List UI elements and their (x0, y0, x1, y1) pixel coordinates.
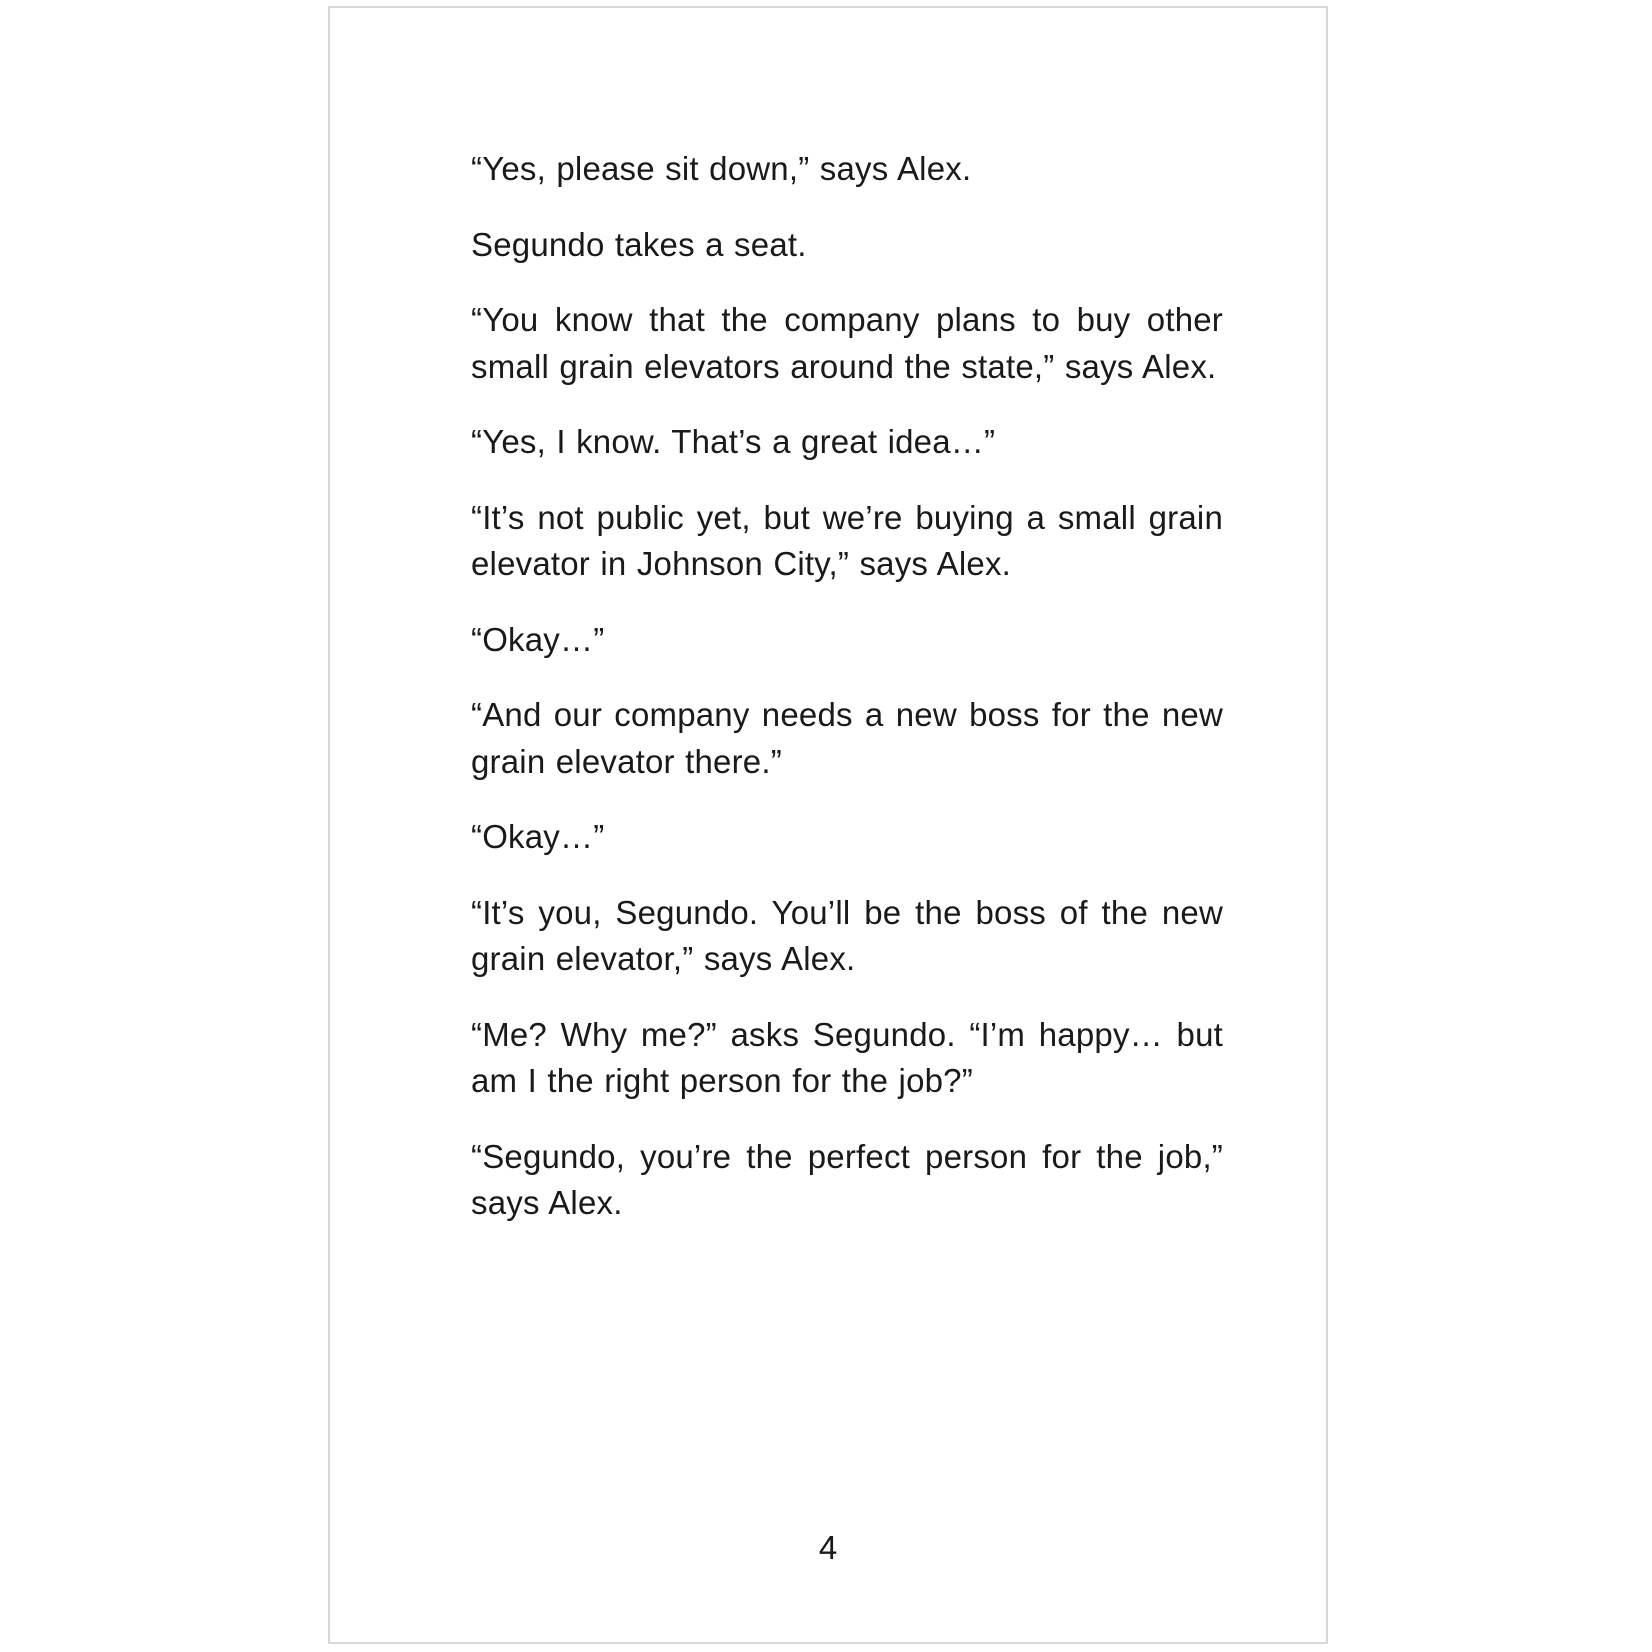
paragraph: “It’s you, Segundo. You’ll be the boss of the new grain elevator,” says Alex. (471, 893, 1223, 977)
book-page (328, 6, 1328, 1644)
paragraph: “Okay…” (471, 620, 605, 658)
paragraph: Segundo takes a seat. (471, 225, 807, 263)
paragraph: “It’s not public yet, but we’re buying a small grain elevator in Johnson City,” says Alex. (471, 498, 1223, 582)
paragraph: “Yes, I know. That’s a great idea…” (471, 423, 996, 460)
paragraph: “Yes, please sit down,” says Alex. (471, 150, 972, 187)
paragraph: “And our company needs a new boss for the new grain elevator there.” (471, 696, 1223, 780)
page-number: 4 (818, 1529, 838, 1566)
page-body (471, 146, 1223, 1256)
paragraph: “You know that the company plans to buy other small grain elevators around the state,” says Alex. (471, 301, 1223, 385)
paragraph: “Segundo, you’re the perfect person for the job,” says Alex. (471, 1137, 1223, 1221)
paragraph: “Me? Why me?” asks Segundo. “I’m happy… but am I the right person for the job?” (471, 1015, 1223, 1099)
paragraph: “Okay…” (471, 818, 605, 855)
